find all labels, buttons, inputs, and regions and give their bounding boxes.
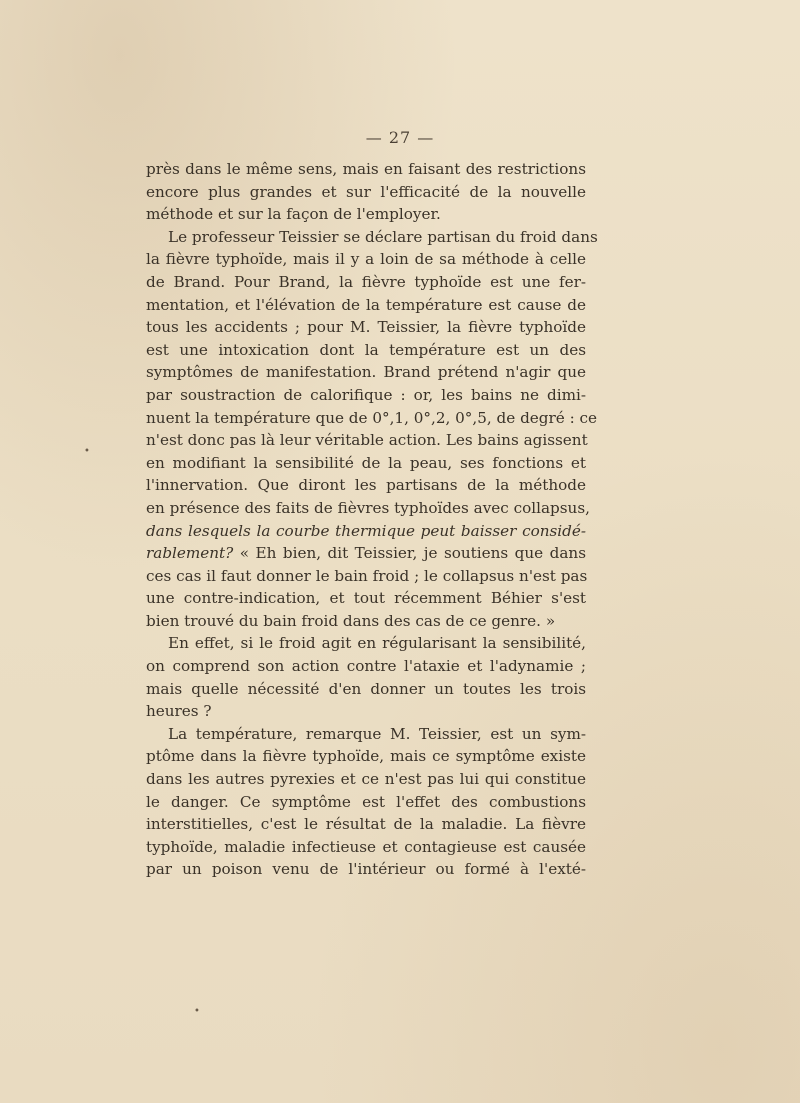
text-line-mixed [146, 542, 586, 565]
text-line: on comprend son action contre l'ataxie et l'adynamie ; [146, 657, 586, 676]
text-line: typhoïde, maladie infectieuse et contagieuse est causée [146, 837, 586, 856]
text-line-italic [146, 520, 586, 543]
text-line: ces cas il faut donner le bain froid ; le collapsus n'est pas [146, 566, 588, 585]
text-line: en présence des faits de fièvres typhoïdes avec collapsus, [146, 498, 590, 517]
text-line: bien trouvé du bain froid dans des cas de ce genre. » [146, 611, 556, 630]
text-line: une contre-indication, et tout récemment Béhier s'est [146, 589, 586, 608]
plain-text: « Eh bien, dit Teissier, je soutiens que dans [233, 544, 586, 563]
ink-speck: • [84, 446, 90, 457]
italic-text: rablement? [146, 544, 234, 563]
text-line: est une intoxication dont la température est un des [146, 340, 586, 359]
body-text [146, 158, 598, 881]
text-line: l'innervation. Que diront les partisans de la méthode [146, 476, 586, 495]
text-line: par un poison venu de l'intérieur ou formé à l'exté- [146, 860, 586, 879]
italic-text: dans lesquels la courbe thermique peut baisser considé- [146, 521, 586, 540]
ink-speck: • [194, 1006, 200, 1017]
text-line: tous les accidents ; pour M. Teissier, la fièvre typhoïde [146, 318, 586, 337]
text-line: heures ? [146, 702, 212, 721]
text-line: par soustraction de calorifique : or, les bains ne dimi- [146, 385, 586, 404]
text-line: le danger. Ce symptôme est l'effet des combustions [146, 792, 586, 811]
text-line: mentation, et l'élévation de la température est cause de [146, 295, 586, 314]
text-line: en modifiant la sensibilité de la peau, ses fonctions et [146, 453, 586, 472]
text-line: En effet, si le froid agit en régularisant la sensibilité, [168, 634, 586, 653]
text-line: méthode et sur la façon de l'employer. [146, 205, 441, 224]
text-line: ptôme dans la fièvre typhoïde, mais ce symptôme existe [146, 747, 586, 766]
text-line: symptômes de manifestation. Brand prétend n'agir que [146, 363, 586, 382]
text-line: n'est donc pas là leur véritable action. Les bains agissent [146, 431, 588, 450]
text-line: de Brand. Pour Brand, la fièvre typhoïde est une fer- [146, 272, 586, 291]
text-line: encore plus grandes et sur l'efficacité de la nouvelle [146, 182, 586, 201]
text-line: la fièvre typhoïde, mais il y a loin de sa méthode à celle [146, 250, 586, 269]
text-line: mais quelle nécessité d'en donner un toutes les trois [146, 679, 586, 698]
text-line: Le professeur Teissier se déclare partisan du froid dans [168, 227, 598, 246]
text-line: dans les autres pyrexies et ce n'est pas lui qui constitue [146, 770, 586, 789]
text-line: nuent la température que de 0°,1, 0°,2, 0°,5, de degré : ce [146, 408, 598, 427]
text-line: interstitielles, c'est le résultat de la maladie. La fièvre [146, 815, 586, 834]
text-line: La température, remarque M. Teissier, est un sym- [168, 724, 586, 743]
text-line: près dans le même sens, mais en faisant des restrictions [146, 160, 586, 178]
page-number: — 27 — [365, 128, 435, 147]
